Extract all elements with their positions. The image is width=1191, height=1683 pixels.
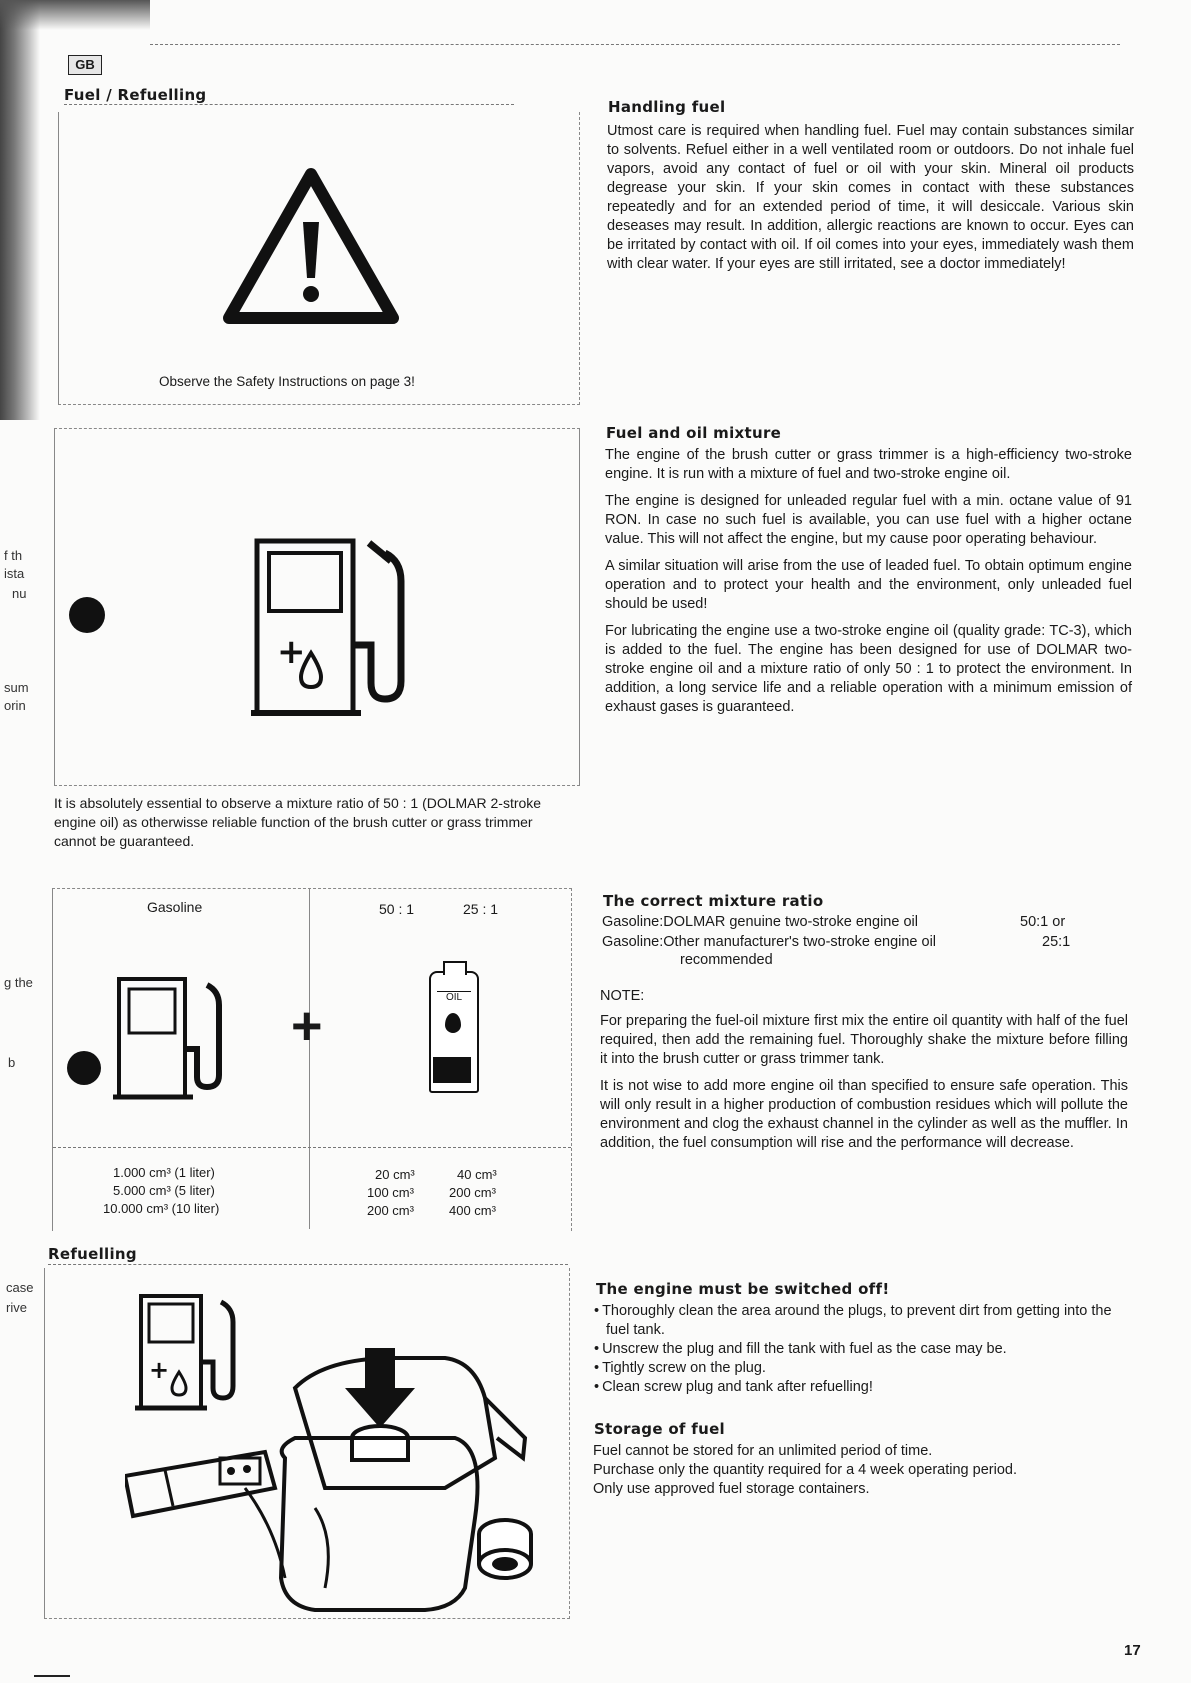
refuelling-underline	[48, 1264, 568, 1265]
storage-line: Purchase only the quantity required for a 4 week operating period.	[593, 1462, 1017, 1478]
fuel-oil-paragraph: For lubricating the engine use a two-stroke engine oil (quality grade: TC-3), which is added to the fuel. The engine has been designed for use of DOLMAR two-stroke engine oil and a mixture ratio of only 50 : 1 to protect the environment. In addition, a long service life and a reliable operation with a minimum emission of exhaust gases is guaranteed.	[605, 623, 1132, 715]
language-badge: GB	[68, 55, 102, 75]
list-item: • Tightly screw on the plug.	[594, 1359, 1134, 1378]
refuelling-panel	[44, 1268, 570, 1619]
oil-bottle-label: OIL	[437, 991, 471, 1003]
edge-fragment: ista	[4, 566, 25, 581]
warning-panel	[58, 112, 580, 405]
header-underline	[64, 104, 514, 105]
brush-cutter-tank-illustration	[125, 1338, 565, 1618]
table-rule	[53, 1147, 571, 1148]
list-item: • Clean screw plug and tank after refuelling!	[594, 1378, 1134, 1397]
fuel-oil-mixture-title: Fuel and oil mixture	[606, 424, 782, 442]
fuel-oil-paragraph: The engine is designed for unleaded regular fuel with a min. octane value of 91 RON. In case no such fuel is available, you can use fuel with a higher octane value. This will not affect the engine, but my cause poor operating behaviour.	[605, 493, 1132, 547]
engine-off-title: The engine must be switched off!	[596, 1280, 890, 1298]
table-divider	[309, 889, 310, 1229]
ratio-line-ratio: 50:1 or	[1020, 914, 1066, 930]
section-title: Fuel / Refuelling	[64, 86, 207, 104]
bullet-marker	[69, 597, 105, 633]
correct-ratio-text	[600, 1012, 1128, 1161]
gasoline-label: Gasoline	[147, 899, 203, 915]
table-ratio-50-cell: 100 cm³	[367, 1185, 414, 1200]
list-item: • Unscrew the plug and fill the tank with fuel as the case may be.	[594, 1340, 1134, 1359]
fuel-oil-mixture-text	[605, 446, 1132, 725]
ratio-line-text: Other manufacturer's two-stroke engine oil	[663, 934, 937, 950]
ratio-line-label: Gasoline:	[602, 934, 664, 950]
oil-bottle-base	[433, 1057, 471, 1083]
edge-fragment: g the	[4, 975, 33, 990]
handling-fuel-text: Utmost care is required when handling fuel. Fuel may contain substances similar to solvents. Refuel either in a well ventilated room or outdoors. Do not inhale fuel vapors, avoid any contact of fuel or oil with your skin. Mineral oil products degrease your skin. If your skin comes in contact with these substances repeatedly and for an extended period of time, it will desiccale. Various skin deseases may result. In addition, allergic reactions are known to occur. Eyes can be irritated by contact with oil. If oil comes into your eyes, immediately wash them with clear water. If your eyes are still irritated, see a doctor immediately!	[607, 123, 1134, 272]
ratio-line-text: DOLMAR genuine two-stroke engine oil	[663, 914, 918, 930]
engine-off-list	[594, 1302, 1134, 1397]
edge-fragment: nu	[12, 586, 27, 601]
fuel-pump-icon	[251, 523, 421, 719]
ratio-line-2	[602, 934, 1142, 950]
storage-line: Only use approved fuel storage containers.	[593, 1481, 870, 1497]
ratio-line-1	[602, 914, 1142, 930]
edge-fragment: f th	[4, 548, 23, 563]
fuel-oil-paragraph: The engine of the brush cutter or grass trimmer is a high-efficiency two-stroke engine. It is run with a mixture of fuel and two-stroke engine oil.	[605, 447, 1132, 482]
edge-fragment: rive	[6, 1300, 27, 1315]
ratio-table-panel	[52, 888, 572, 1231]
ratio-25-label: 25 : 1	[463, 901, 499, 917]
ratio-line-suffix: recommended	[680, 952, 773, 968]
fuel-oil-paragraph: A similar situation will arise from the use of leaded fuel. To obtain optimum engine operation and to protect your health and the environment, only unleaded fuel should be used!	[605, 558, 1132, 612]
note-paragraph: For preparing the fuel-oil mixture first mix the entire oil quantity with half of the fuel required, then add the remaining fuel. Thoroughly shake the mixture before filling it into the brush cutter or grass trimmer tank.	[600, 1013, 1128, 1067]
note-label: NOTE:	[600, 988, 645, 1004]
scan-binding-edge	[0, 0, 40, 420]
scan-corner-shadow	[0, 0, 150, 30]
bottom-mark	[34, 1675, 70, 1677]
mixture-caption: It is absolutely essential to observe a mixture ratio of 50 : 1 (DOLMAR 2-stroke engine oil) as otherwisse reliable function of the brush cutter or grass trimmer cannot be guaranteed.	[54, 795, 542, 849]
top-rule	[150, 44, 1120, 45]
note-paragraph: It is not wise to add more engine oil than specified to ensure safe operation. This will only result in a higher production of combustion residues which will pollute the environment and clog the exhaust channel in the cylinder as well as the muffler. In addition, the fuel consumption will rise and the performance will decrease.	[600, 1078, 1128, 1151]
page-number: 17	[1124, 1642, 1141, 1659]
warning-triangle-icon	[221, 166, 401, 328]
handling-fuel-title: Handling fuel	[608, 98, 726, 116]
storage-text	[593, 1442, 1133, 1499]
warning-caption: Observe the Safety Instructions on page 3!	[159, 374, 415, 389]
oil-drop-icon	[445, 1013, 461, 1033]
table-ratio-25-cell: 40 cm³	[457, 1167, 497, 1182]
edge-fragment: case	[6, 1280, 34, 1295]
plus-sign: +	[291, 996, 323, 1056]
ratio-50-label: 50 : 1	[379, 901, 415, 917]
oil-bottle-cap	[443, 961, 467, 975]
fuel-pump-icon	[113, 969, 233, 1103]
correct-ratio-title: The correct mixture ratio	[603, 892, 824, 910]
edge-fragment: sum	[4, 680, 29, 695]
svg-text:+: +	[277, 632, 306, 672]
table-gasoline-cell: 1.000 cm³ (1 liter)	[113, 1165, 215, 1180]
table-ratio-25-cell: 200 cm³	[449, 1185, 496, 1200]
table-gasoline-cell: 10.000 cm³ (10 liter)	[103, 1201, 220, 1216]
table-ratio-50-cell: 200 cm³	[367, 1203, 414, 1218]
oil-bottle-icon	[429, 971, 479, 1093]
ratio-line-ratio: 25:1	[1042, 934, 1071, 950]
table-ratio-50-cell: 20 cm³	[375, 1167, 415, 1182]
bullet-marker	[67, 1051, 101, 1085]
storage-title: Storage of fuel	[594, 1420, 726, 1438]
table-gasoline-cell: 5.000 cm³ (5 liter)	[113, 1183, 215, 1198]
list-item: • Thoroughly clean the area around the plugs, to prevent dirt from getting into the fuel tank.	[594, 1302, 1134, 1340]
storage-line: Fuel cannot be stored for an unlimited period of time.	[593, 1443, 933, 1459]
refuelling-label: Refuelling	[48, 1245, 137, 1263]
table-ratio-25-cell: 400 cm³	[449, 1203, 496, 1218]
edge-fragment: orin	[4, 698, 26, 713]
ratio-line-label: Gasoline:	[602, 914, 664, 930]
mixture-panel	[54, 428, 580, 786]
edge-fragment: b	[8, 1055, 16, 1070]
svg-text:+: +	[149, 1356, 170, 1384]
